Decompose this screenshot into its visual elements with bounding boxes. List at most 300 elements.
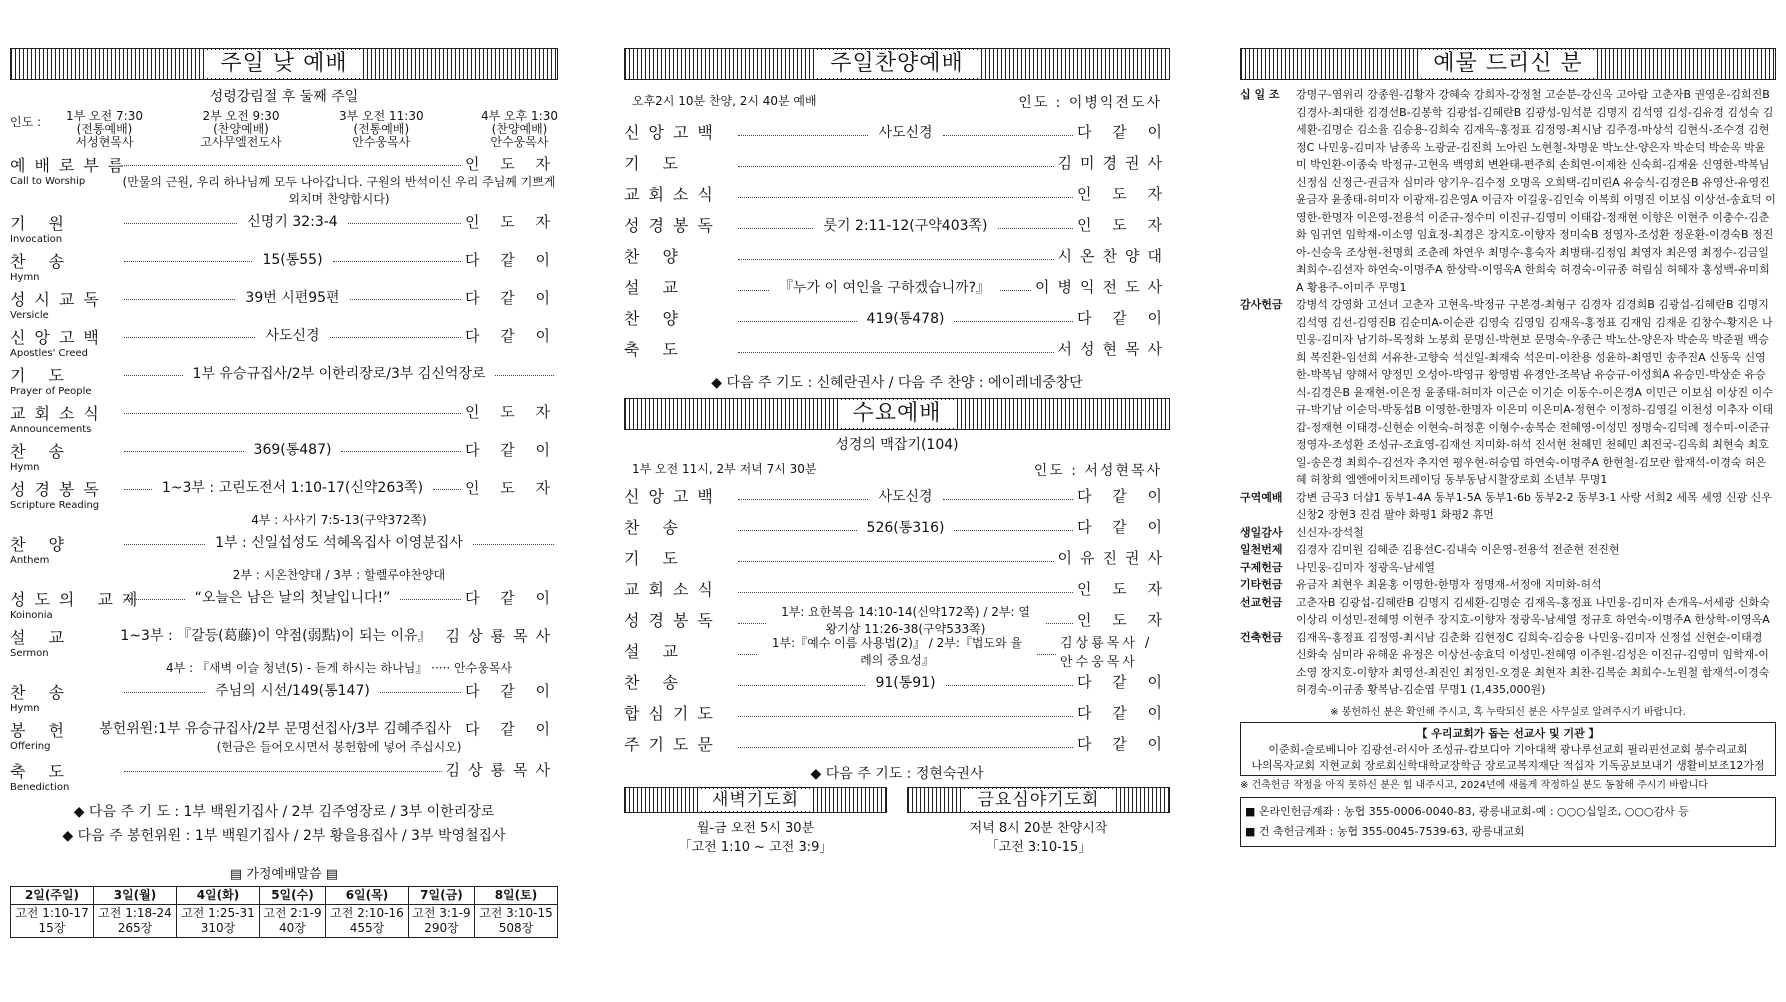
worship-row bbox=[10, 680, 558, 714]
account-box bbox=[1240, 797, 1776, 847]
wednesday-row bbox=[624, 604, 1170, 635]
item-content: 39번 시편95편 bbox=[245, 290, 340, 306]
item-korean: 예배로부름 bbox=[10, 156, 133, 175]
wednesday-label: 신앙고백 bbox=[624, 487, 722, 506]
wednesday-leader: 다 같 이 bbox=[1076, 735, 1170, 753]
family-worship-title: ▤ 가정예배말씀 ▤ bbox=[229, 867, 339, 882]
worship-item bbox=[10, 477, 558, 528]
week-day: 3일(월) bbox=[93, 887, 176, 905]
wednesday-row bbox=[624, 697, 1170, 728]
week-day: 5일(수) bbox=[259, 887, 325, 905]
item-leader: 인 도 자 bbox=[464, 403, 558, 421]
offering-category: 감사헌금 bbox=[1240, 298, 1283, 311]
worship-row bbox=[10, 249, 558, 283]
item-english: Announcements bbox=[10, 424, 92, 435]
service-3 bbox=[339, 110, 424, 149]
item-korean: 기 원 bbox=[10, 214, 73, 233]
praise-leader: 다 같 이 bbox=[1076, 123, 1170, 141]
sermon-4: 4부 : 『새벽 이슬 청년(5) - 듣게 하시는 하나님』 ····· 안수웅목사 bbox=[165, 661, 513, 675]
leader-dots bbox=[341, 439, 461, 452]
item-korean: 찬 송 bbox=[10, 442, 73, 461]
wednesday-banner: 수요예배 bbox=[624, 398, 1170, 430]
offering-names: 고춘자B 김광섭-김혜란B 김명지 김세환-김명순 김재옥-홍정표 나민웅-김미자 손개옥-서세광 신화숙 이상리 이성민-전혜영 이현주 장지호-이향자 정광옥-남세열 정규호 하연숙-이명주A 한상학-이영옥A bbox=[1296, 595, 1770, 626]
offering-names: 강변 금곡3 더샵1 동부1-4A 동부1-5A 동부1-6b 동부2-2 동부3-1 사랑 서희2 세목 세영 신광 신우 신창2 장현3 진검 팔야 화평1 화평2 휴먼 bbox=[1296, 490, 1772, 521]
item-content: 1~3부 : 고린도전서 1:10-17(신약263쪽) bbox=[161, 480, 424, 496]
week-text: 고전 2:1-9 bbox=[263, 906, 322, 920]
praise-leader: 다 같 이 bbox=[1077, 309, 1171, 327]
praise-info bbox=[632, 92, 1162, 112]
order-of-worship bbox=[10, 153, 558, 793]
wednesday-content: 526(통316) bbox=[866, 519, 945, 536]
leader-dots bbox=[738, 518, 857, 531]
mission-line-2: 나의목자교회 지현교회 장로회신학대학교장학금 장로교복지재단 적십자 기독공보보내기 생활비보조12가정 bbox=[1251, 758, 1765, 772]
service-2 bbox=[200, 110, 281, 149]
worship-item bbox=[10, 325, 558, 359]
mission-box bbox=[1240, 722, 1776, 776]
item-leader: 다 같 이 bbox=[464, 589, 558, 607]
wednesday-label: 합심기도 bbox=[624, 704, 722, 723]
offering-group bbox=[1240, 594, 1776, 629]
worship-row bbox=[10, 759, 558, 793]
offering-note: (헌금은 들어오시면서 봉헌함에 넣어 주십시오) bbox=[216, 740, 462, 754]
wednesday-subtitle: 성경의 맥잡기(104) bbox=[835, 437, 959, 453]
item-label bbox=[10, 680, 120, 714]
praise-content: 룻기 2:11-12(구약403쪽) bbox=[823, 217, 988, 234]
wednesday-info bbox=[632, 460, 1162, 480]
offering-category: 십 일 조 bbox=[1240, 88, 1280, 101]
prayer-meetings bbox=[624, 787, 1170, 855]
offering-names: 유금자 최현우 최윤홍 이영한-한명자 정명재-서정애 지미화-허석 bbox=[1296, 578, 1602, 591]
praise-label: 성경봉독 bbox=[624, 216, 722, 235]
service-leader: 안수웅목사 bbox=[490, 135, 549, 149]
item-korean: 성시교독 bbox=[10, 290, 108, 309]
offering-group bbox=[1240, 489, 1776, 524]
worship-row bbox=[10, 211, 558, 245]
offering-group bbox=[1240, 629, 1776, 699]
week-reading bbox=[325, 905, 408, 938]
item-korean: 찬 양 bbox=[10, 535, 73, 554]
service-time: 2부 오전 9:30 bbox=[202, 109, 280, 123]
leader-dots bbox=[1000, 278, 1031, 291]
leader-dots bbox=[954, 309, 1073, 322]
leader-dots bbox=[998, 216, 1073, 229]
worship-row bbox=[10, 439, 558, 473]
left-column bbox=[10, 48, 558, 938]
worship-item bbox=[10, 680, 558, 714]
item-english: Hymn bbox=[10, 462, 40, 473]
wednesday-label: 찬 송 bbox=[624, 673, 687, 692]
praise-label: 기 도 bbox=[624, 154, 687, 173]
worship-row bbox=[10, 363, 558, 397]
worship-item bbox=[10, 587, 558, 621]
praise-leader: 이병익전도사 bbox=[1035, 278, 1170, 296]
praise-row bbox=[624, 302, 1170, 333]
next-offering: ◆ 다음 주 봉헌위원 : 1부 백원기집사 / 2부 황을용집사 / 3부 박영철집사 bbox=[62, 828, 506, 844]
worship-item bbox=[10, 287, 558, 321]
online-account: ■ 온라인헌금계좌 : 농협 355-0006-0040-83, 광릉내교회-예 : ○○○십일조, ○○○감사 등 bbox=[1245, 804, 1689, 818]
wednesday-content: 1부: 요한복음 14:10-14(신약172쪽) / 2부: 열왕기상 11:26-38(구약533쪽) bbox=[781, 604, 1030, 636]
service-type: (전통예배) bbox=[353, 122, 410, 136]
offering-category: 기타헌금 bbox=[1240, 578, 1283, 591]
wednesday-row bbox=[624, 728, 1170, 759]
praise-row bbox=[624, 333, 1170, 364]
leader-dots bbox=[350, 287, 461, 300]
leader-dots bbox=[738, 154, 1054, 167]
leader-label: 인도 : bbox=[10, 115, 42, 129]
praise-leader: 인도 : 이병익전도사 bbox=[1018, 95, 1162, 111]
item-content: 신명기 32:3-4 bbox=[247, 214, 338, 230]
praise-leader: 인 도 자 bbox=[1077, 216, 1171, 234]
week-reading bbox=[11, 905, 94, 938]
dawn-text: 「고전 1:10 ~ 고전 3:9」 bbox=[678, 840, 833, 855]
service-1 bbox=[66, 110, 143, 149]
right-column bbox=[1240, 48, 1776, 847]
wednesday-leader: 다 같 이 bbox=[1076, 704, 1170, 722]
offering-group bbox=[1240, 559, 1776, 577]
week-chapter: 508장 bbox=[498, 921, 534, 935]
item-korean: 신앙고백 bbox=[10, 328, 108, 347]
leader-dots bbox=[330, 325, 461, 338]
service-type: (찬양예배) bbox=[491, 122, 548, 136]
worship-item bbox=[10, 532, 558, 583]
service-times bbox=[10, 110, 558, 149]
week-reading bbox=[93, 905, 176, 938]
leader-dots bbox=[738, 673, 865, 686]
worship-row bbox=[10, 325, 558, 359]
week-day: 2일(주일) bbox=[11, 887, 94, 905]
item-leader: 김상룡목사 bbox=[445, 627, 558, 645]
week-text: 고전 2:10-16 bbox=[330, 906, 404, 920]
wednesday-leader: 인 도 자 bbox=[1077, 611, 1171, 629]
next-prayer: ◆ 다음 주 기 도 : 1부 백원기집사 / 2부 김주영장로 / 3부 이한리장로 bbox=[73, 804, 495, 820]
sunday-subtitle: 성령강림절 후 둘째 주일 bbox=[209, 89, 359, 105]
offering-category: 건축헌금 bbox=[1240, 630, 1283, 644]
leader-dots bbox=[738, 340, 1054, 353]
worship-item bbox=[10, 153, 558, 207]
praise-row bbox=[624, 271, 1170, 302]
dawn-time: 월-금 오전 5시 30분 bbox=[696, 821, 815, 836]
praise-row bbox=[624, 147, 1170, 178]
leader-dots bbox=[738, 309, 857, 322]
week-text: 고전 1:10-17 bbox=[15, 906, 89, 920]
praise-next: ◆ 다음 주 기도 : 신혜란권사 / 다음 주 찬양 : 에이레네중창단 bbox=[711, 375, 1083, 391]
offerings-banner: 예물 드리신 분 bbox=[1240, 48, 1776, 80]
wednesday-row bbox=[624, 542, 1170, 573]
wednesday-label: 교회소식 bbox=[624, 580, 722, 599]
leader-dots bbox=[124, 401, 461, 414]
praise-content: 사도신경 bbox=[878, 124, 933, 141]
worship-item bbox=[10, 439, 558, 473]
item-leader: 다 같 이 bbox=[464, 720, 558, 738]
item-english: Koinonia bbox=[10, 610, 53, 621]
offering-group bbox=[1240, 296, 1776, 489]
item-english: Anthem bbox=[10, 555, 50, 566]
item-label bbox=[10, 759, 120, 793]
item-english: Offering bbox=[10, 741, 51, 752]
offerings-notice: ※ 봉헌하신 분은 확인해 주시고, 혹 누락되신 분은 사무실로 알려주시기 바랍니다. bbox=[1330, 706, 1686, 718]
item-korean: 축 도 bbox=[10, 762, 73, 781]
sunday-service-banner: 주일 낮 예배 bbox=[10, 48, 558, 80]
wednesday-label: 찬 송 bbox=[624, 518, 687, 537]
praise-content: 419(통478) bbox=[866, 310, 945, 327]
service-type: (찬양예배) bbox=[213, 122, 269, 136]
item-label bbox=[10, 287, 120, 321]
wednesday-leader: 다 같 이 bbox=[1077, 518, 1171, 536]
offering-names: 김재옥-홍정표 김정영-최시남 김춘화 김현정C 김희숙-김승용 나민웅-김미자 신정섭 신현순-이태경 신화숙 심미라 유해운 유정은 이상선-송효덕 이성민-전혜영 이주원-김성은 이진규-김영미 임학재-이소영 장지호-이향자 최영선-최진인 최정인-오경운 최현자 최찬-김복순 최희수-노원철 함재석-이경숙 허경숙-이규종 황복남-김순엽 무명1 (1,435,000원) bbox=[1296, 630, 1770, 696]
week-day: 7일(금) bbox=[408, 887, 474, 905]
praise-row bbox=[624, 209, 1170, 240]
leader-dots bbox=[738, 704, 1073, 717]
wednesday-label: 기 도 bbox=[624, 549, 687, 568]
item-english: Versicle bbox=[10, 310, 49, 321]
worship-row bbox=[10, 287, 558, 321]
week-text: 고전 1:18-24 bbox=[98, 906, 172, 920]
dawn-banner: 새벽기도회 bbox=[624, 787, 887, 813]
item-content: 1부 유승규집사/2부 이한리장로/3부 김신억장로 bbox=[192, 366, 486, 382]
praise-leader: 김미경권사 bbox=[1057, 154, 1170, 172]
week-day: 6일(목) bbox=[325, 887, 408, 905]
item-leader: 다 같 이 bbox=[464, 327, 558, 345]
leader-dots bbox=[380, 680, 461, 693]
item-english: Call to Worship bbox=[10, 176, 86, 187]
praise-leader: 인 도 자 bbox=[1076, 185, 1170, 203]
leader-dots bbox=[333, 249, 461, 262]
week-text: 고전 3:10-15 bbox=[479, 906, 553, 920]
item-korean: 찬 송 bbox=[10, 252, 73, 271]
item-content: 1부 : 신일섭성도 석혜옥집사 이영분집사 bbox=[215, 535, 463, 551]
week-text: 고전 1:25-31 bbox=[181, 906, 255, 920]
leader-dots bbox=[495, 363, 554, 376]
praise-order bbox=[624, 116, 1170, 364]
praise-service-banner: 주일찬양예배 bbox=[624, 48, 1170, 80]
offering-names: 강명구-염위리 강종원-김황자 강혜숙 강희자-강정철 고순분-강신옥 고아람 고춘자B 권영운-김희진B 김경사-최대한 김경선B-김봉학 김광섭-김혜란B 김광성-임석분 김명지 김석영 김성-김유경 김성숙 김세환-김명순 김소율 김승용-김희숙 김재옥-홍정표 김정영-최시남 김주경-마상석 김현식-조수경 김현정C 나민웅-김미자 남종옥 노광균-김진희 노아린 노현철-차명운 박노산-양은자 박순덕 박순옥 박윤미 박인환-이종숙 박정규-고현옥 백영희 변완태-편주희 손희연-이제찬 신숙희-김재윤 신영한-박복님 신정심 신정근-권금자 심미라 양기우-김수정 오명옥 오희택-김미린A 유승식-김경은B 유영산-유영진 윤금자 윤종태-허미자 이광재-김은영A 이금자 이길웅-김인숙 이복희 이명진 이보심 이상선-송효덕 이영한-한명자 이은영-전용석 이준규-정수미 이진규-김영미 이태갑-정재현 이향은 이현주 이충수-김춘화 임귀연 임학재-이소영 임효정-최경은 장지호-이향자 정미숙B 정영자-조성환 정운환-이경숙B 정진아-신승욱 조상현-천명희 조춘례 차연우 최명수-홍숙자 최병태-김정임 최영자 최은영 최정수-김금일 최희수-김선자 하연숙-이명주A 한상락-이영옥A 한희숙 허경숙-이규종 허림심 허혜자 홍성백-유미희A 황용주-이미주 무명1 bbox=[1296, 88, 1776, 294]
praise-leader: 서성현목사 bbox=[1057, 340, 1170, 358]
item-english: Sermon bbox=[10, 648, 49, 659]
wednesday-content: 91(통91) bbox=[875, 674, 936, 691]
item-label bbox=[10, 211, 120, 245]
item-content: 주님의 시선/149(통147) bbox=[215, 683, 370, 699]
wednesday-label: 설 교 bbox=[624, 642, 687, 661]
praise-row bbox=[624, 240, 1170, 271]
building-note: ※ 건축헌금 작정을 아직 못하신 분은 힘 내주시고, 2024년에 새롭게 작정하실 분도 동참해 주시기 바랍니다 bbox=[1240, 779, 1708, 791]
item-label bbox=[10, 625, 106, 659]
leader-dots bbox=[738, 642, 757, 655]
leader-dots bbox=[1046, 611, 1074, 624]
wednesday-content: 1부:『예수 이름 사용법(2)』 / 2부:『법도와 율례의 중요성』 bbox=[771, 635, 1023, 667]
offering-names: 김경자 김미원 김혜준 김용선C-김내숙 이은영-전용석 전준현 전진현 bbox=[1296, 543, 1620, 556]
offering-category: 구제헌금 bbox=[1240, 560, 1283, 574]
leader-dots bbox=[738, 216, 813, 229]
mission-title: 【 우리교회가 돕는 선교사 및 기관 】 bbox=[1416, 726, 1600, 740]
praise-label: 찬 양 bbox=[624, 247, 687, 266]
item-english: Scripture Reading bbox=[10, 500, 100, 511]
worship-item bbox=[10, 363, 558, 397]
item-leader: 다 같 이 bbox=[464, 251, 558, 269]
item-leader: 다 같 이 bbox=[465, 682, 559, 700]
offering-category: 선교헌금 bbox=[1240, 595, 1283, 609]
praise-label: 설 교 bbox=[624, 278, 687, 297]
item-label bbox=[10, 249, 120, 283]
item-content: 369(통487) bbox=[253, 442, 332, 458]
offering-names: 신신자-장석철 bbox=[1296, 525, 1364, 539]
item-label bbox=[10, 153, 133, 187]
offering-group bbox=[1240, 541, 1776, 559]
item-korean: 교회소식 bbox=[10, 404, 108, 423]
praise-time: 오후2시 10분 찬양, 2시 40분 예배 bbox=[632, 94, 817, 108]
leader-dots bbox=[738, 549, 1054, 562]
item-english: Prayer of People bbox=[10, 386, 92, 397]
service-time: 3부 오전 11:30 bbox=[338, 109, 424, 123]
week-chapter: 15장 bbox=[38, 921, 66, 935]
leader-dots bbox=[738, 487, 868, 500]
leader-dots bbox=[124, 680, 205, 693]
praise-row bbox=[624, 178, 1170, 209]
service-time: 1부 오전 7:30 bbox=[66, 109, 143, 123]
wednesday-content: 사도신경 bbox=[878, 488, 933, 505]
wednesday-leader: 다 같 이 bbox=[1076, 487, 1170, 505]
week-reading bbox=[408, 905, 474, 938]
item-leader: 다 같 이 bbox=[465, 289, 559, 307]
praise-row bbox=[624, 116, 1170, 147]
service-type: (전통예배) bbox=[76, 122, 133, 136]
worship-row bbox=[10, 625, 558, 659]
leader-dots bbox=[124, 587, 185, 600]
leader-dots bbox=[124, 211, 237, 224]
week-text: 고전 3:1-9 bbox=[412, 906, 471, 920]
item-label bbox=[10, 718, 85, 752]
item-korean: 성경봉독 bbox=[10, 480, 108, 499]
wednesday-order bbox=[624, 480, 1170, 759]
leader-dots bbox=[738, 278, 769, 291]
leader-dots bbox=[348, 211, 461, 224]
item-label bbox=[10, 363, 120, 397]
leader-dots bbox=[124, 759, 442, 772]
item-korean: 찬 송 bbox=[10, 683, 73, 702]
leader-dots bbox=[400, 587, 461, 600]
anthem-2: 2부 : 시온찬양대 / 3부 : 할렐루야찬양대 bbox=[232, 568, 446, 582]
worship-row bbox=[10, 401, 558, 435]
friday-banner: 금요심야기도회 bbox=[907, 787, 1170, 813]
leader-dots bbox=[1037, 642, 1056, 655]
leader-dots bbox=[738, 123, 868, 136]
item-label bbox=[10, 587, 147, 621]
service-time: 4부 오후 1:30 bbox=[481, 109, 558, 123]
item-english: Hymn bbox=[10, 703, 40, 714]
leader-dots bbox=[738, 247, 1054, 260]
item-content: 1~3부 : 『갈등(葛藤)이 약점(弱點)이 되는 이유』 bbox=[120, 628, 432, 644]
praise-label: 신앙고백 bbox=[624, 123, 722, 142]
service-leader: 고사무엘전도사 bbox=[200, 135, 282, 149]
wednesday-leader: 다 같 이 bbox=[1076, 673, 1170, 691]
wednesday-row bbox=[624, 666, 1170, 697]
leader-dots bbox=[738, 185, 1073, 198]
leader-dots bbox=[124, 325, 255, 338]
week-chapter: 40장 bbox=[279, 921, 306, 935]
leader-dots bbox=[124, 153, 461, 166]
offering-category: 구역예배 bbox=[1240, 490, 1283, 504]
wednesday-leader: 인 도 자 bbox=[1076, 580, 1170, 598]
leader-dots bbox=[738, 735, 1073, 748]
week-chapter: 310장 bbox=[200, 921, 236, 935]
dawn-prayer bbox=[624, 787, 887, 855]
praise-leader: 시온찬양대 bbox=[1057, 247, 1170, 265]
leader-dots bbox=[943, 123, 1073, 136]
wednesday-row bbox=[624, 480, 1170, 511]
praise-label: 교회소식 bbox=[624, 185, 722, 204]
worship-item bbox=[10, 625, 558, 676]
leader-dots bbox=[124, 439, 244, 452]
item-content: 사도신경 bbox=[265, 328, 320, 344]
leader-dots bbox=[433, 477, 461, 490]
worship-item bbox=[10, 759, 558, 793]
item-content: 15(통55) bbox=[262, 252, 323, 268]
leader-dots bbox=[124, 287, 235, 300]
item-label bbox=[10, 439, 120, 473]
mission-line-1: 이준희-슬로베니아 김광선-러시아 조성규-캄보디아 기아대책 광나루선교회 필리핀선교회 봉수리교회 bbox=[1268, 742, 1748, 756]
leader-dots bbox=[943, 487, 1073, 500]
offering-group bbox=[1240, 524, 1776, 542]
item-korean: 기 도 bbox=[10, 366, 73, 385]
week-day: 8일(토) bbox=[474, 887, 557, 905]
wednesday-label: 성경봉독 bbox=[624, 611, 722, 630]
week-chapter: 455장 bbox=[349, 921, 385, 935]
friday-time: 저녁 8시 20분 찬양시작 bbox=[969, 821, 1108, 836]
leader-dots bbox=[124, 532, 205, 545]
offering-category: 생일감사 bbox=[1240, 525, 1283, 539]
wednesday-leader: 인도 : 서성현목사 bbox=[1033, 463, 1162, 479]
item-label bbox=[10, 401, 120, 435]
praise-label: 축 도 bbox=[624, 340, 687, 359]
offering-group bbox=[1240, 86, 1776, 296]
week-day: 4일(화) bbox=[176, 887, 259, 905]
leader-dots bbox=[946, 673, 1073, 686]
item-leader: 인 도 자 bbox=[464, 155, 558, 173]
item-english: Hymn bbox=[10, 272, 40, 283]
item-leader: 다 같 이 bbox=[465, 441, 559, 459]
wednesday-leader: 김상룡목사 / 안수웅목사 bbox=[1060, 635, 1153, 670]
leader-dots bbox=[124, 363, 183, 376]
item-leader: 인 도 자 bbox=[465, 479, 559, 497]
leader-dots bbox=[473, 532, 554, 545]
week-chapter: 290장 bbox=[424, 921, 459, 935]
leader-dots bbox=[954, 518, 1073, 531]
offering-names: 나민웅-김미자 정광옥-남세열 bbox=[1296, 560, 1435, 574]
item-korean: 성도의 교제 bbox=[10, 590, 147, 609]
wednesday-time: 1부 오전 11시, 2부 저녁 7시 30분 bbox=[632, 462, 817, 476]
worship-row bbox=[10, 587, 558, 621]
wednesday-row bbox=[624, 511, 1170, 542]
offering-names: 강병석 강영화 고선녀 고춘자 고현옥-박정규 구본경-최형구 김경자 김경희B 김광섭-김혜란B 김명지 김석영 김선-김영진B 김순미A-이순관 김영숙 김영임 김재옥-홍정표 김재임 김재운 김창수-황지은 나민웅-김미자 남기하-목정화 노봉희 문명신-박현보 문명숙-우종근 박노산-양은자 박순옥 박준필 백승희 복진환-임선희 서유찬-고향숙 석신일-최재숙 석은미-이찬용 성윤하-최영민 송주진A 신동욱 신영한-박복님 양해서 양정민 오성아-박영규 왕영범 유경안-조복남 유승규-이성희A 유승민-박상순 유승식-김경은B 윤재현-이은정 윤종태-허미자 이근순 이기순 이동수-이은경A 이민근 이보심 이상진 이수규-박기남 이순덕-박동섭B 이영한-한명자 이은미 이은미A-정현수 이정하-김영길 이천성 이추자 이태갑-정재현 이태경-신현순 이현숙-허정훈 이형수-송복순 전혜영-이성민 정명숙-김덕례 정수미-이준규 정영자-조성환 조성규-조효영-김재선 지미화-허석 진서현 천혜민 천혜민 최진국-김옥희 최현숙 최호일-송은경 최희수-김선자 추지연 평우현-허승엽 하연숙-이명주A 한현철-김모란 함재석-이경숙 허은혜 허창희 엠엔에이치트레이딩 동부동남시찰장로회 소년부 무명1 bbox=[1296, 298, 1774, 486]
item-content: “오늘은 남은 날의 첫날입니다!” bbox=[194, 590, 391, 606]
leader-dots bbox=[738, 580, 1073, 593]
service-leader: 서성현목사 bbox=[75, 135, 134, 149]
item-english: Apostles' Creed bbox=[10, 348, 89, 359]
friday-text: 「고전 3:10-15」 bbox=[985, 840, 1092, 855]
item-korean: 봉 헌 bbox=[10, 721, 73, 740]
week-chapter: 265장 bbox=[117, 921, 153, 935]
item-english: Benediction bbox=[10, 782, 70, 793]
leader-dots bbox=[124, 249, 252, 262]
service-leader: 안수웅목사 bbox=[352, 135, 411, 149]
wednesday-row bbox=[624, 573, 1170, 604]
middle-column bbox=[624, 48, 1170, 855]
service-list bbox=[66, 110, 558, 149]
building-account: ■ 건 축헌금계좌 : 농협 355-0045-7539-63, 광릉내교회 bbox=[1245, 824, 1525, 838]
wednesday-next: ◆ 다음 주 기도 : 정현숙권사 bbox=[810, 766, 984, 782]
item-label bbox=[10, 532, 120, 566]
worship-item bbox=[10, 401, 558, 435]
worship-item bbox=[10, 211, 558, 245]
